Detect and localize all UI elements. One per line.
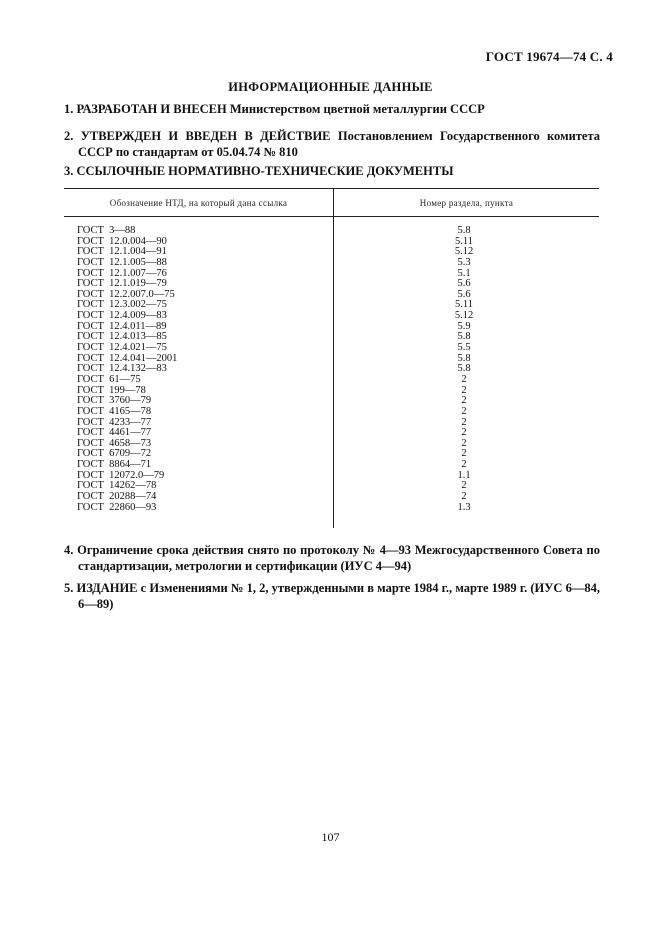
table-row	[64, 503, 599, 514]
row-section: 5.8	[457, 363, 471, 375]
table-row	[64, 407, 599, 418]
row-section: 5.5	[457, 342, 471, 354]
info-item-4	[64, 542, 600, 574]
row-section: 5.11	[455, 235, 473, 247]
item-text: Министерством цветной металлургии СССР	[226, 102, 485, 116]
row-section: 1.1	[457, 469, 471, 481]
row-document: ГОСТ 12.0.004—90	[77, 235, 167, 247]
info-item-1	[64, 101, 600, 117]
page-number: 107	[321, 830, 340, 844]
info-item-3	[64, 163, 600, 179]
row-document: ГОСТ 12.4.013—85	[77, 331, 167, 343]
section-title: ИНФОРМАЦИОННЫЕ ДАННЫЕ	[228, 80, 433, 94]
row-section: 2	[461, 480, 467, 492]
row-section: 2	[461, 405, 467, 417]
row-section: 5.3	[457, 256, 471, 268]
item-text: Ограничение срока действия снято по протоколу № 4—93 Межгосударственного Совета по стандартизации, метрологии и сертификации (ИУС 4—94)	[73, 543, 600, 573]
row-section: 5.8	[457, 331, 471, 343]
info-item-2	[64, 128, 600, 160]
row-document: ГОСТ 12.3.002—75	[77, 299, 167, 311]
row-section: 5.1	[457, 267, 471, 279]
table-header-rule	[64, 216, 599, 217]
item-bold-text: ССЫЛОЧНЫЕ НОРМАТИВНО-ТЕХНИЧЕСКИЕ ДОКУМЕНТЫ	[76, 164, 454, 178]
row-document: ГОСТ 4165—78	[77, 405, 152, 417]
row-document: ГОСТ 12.4.132—83	[77, 363, 167, 375]
row-document: ГОСТ 8864—71	[77, 459, 152, 471]
document-code-header: ГОСТ 19674—74 С. 4	[485, 49, 613, 64]
row-section: 5.6	[457, 278, 471, 290]
row-document: ГОСТ 4233—77	[77, 416, 152, 428]
item-number: 1.	[64, 102, 74, 116]
row-section: 2	[461, 491, 467, 503]
row-document: ГОСТ 12.2.007.0—75	[77, 288, 175, 300]
row-section: 5.12	[454, 246, 474, 258]
row-section: 2	[461, 384, 467, 396]
table-row	[64, 364, 599, 375]
row-document: ГОСТ 4658—73	[77, 437, 152, 449]
row-document: ГОСТ 14262—78	[77, 480, 157, 492]
table-row	[64, 375, 599, 386]
row-section: 2	[461, 459, 467, 471]
row-document: ГОСТ 199—78	[77, 384, 146, 396]
item-number: 3.	[64, 164, 74, 178]
row-document: ГОСТ 12.1.019—79	[77, 278, 167, 290]
row-section: 5.8	[457, 352, 471, 364]
row-document: ГОСТ 61—75	[77, 373, 141, 385]
table-header-document: Обозначение НТД, на который дана ссылка	[109, 198, 288, 208]
item-text: с Изменениями № 1, 2, утвержденными в марте 1984 г., марте 1989 г. (ИУС 6—84, 6—89)	[78, 581, 601, 611]
row-document: ГОСТ 6709—72	[77, 448, 152, 460]
row-section: 2	[461, 395, 467, 407]
row-document: ГОСТ 12.1.007—76	[77, 267, 167, 279]
item-bold-text: УТВЕРЖДЕН И ВВЕДЕН В ДЕЙСТВИЕ	[80, 129, 331, 143]
row-document: ГОСТ 12.4.021—75	[77, 342, 167, 354]
row-document: ГОСТ 3760—79	[77, 395, 152, 407]
row-document: ГОСТ 3—88	[77, 225, 136, 236]
row-document: ГОСТ 12.4.041—2001	[77, 352, 178, 364]
row-section: 2	[461, 373, 467, 385]
row-document: ГОСТ 12.4.011—89	[77, 320, 167, 332]
table-row	[64, 258, 599, 269]
row-document: ГОСТ 12.1.004—91	[77, 246, 167, 258]
item-number: 5.	[64, 581, 74, 595]
row-section: 1.3	[457, 501, 471, 513]
row-document: ГОСТ 12.4.009—83	[77, 310, 167, 322]
row-document: ГОСТ 20288—74	[77, 491, 157, 503]
row-section: 5.12	[454, 310, 474, 322]
row-section: 5.9	[457, 320, 471, 332]
item-number: 2.	[64, 129, 74, 143]
item-bold-text: ИЗДАНИЕ	[76, 581, 138, 595]
row-document: ГОСТ 12072.0—79	[77, 469, 165, 481]
row-section: 2	[461, 448, 467, 460]
row-section: 2	[461, 437, 467, 449]
item-number: 4.	[64, 543, 74, 557]
row-document: ГОСТ 12.1.005—88	[77, 256, 167, 268]
info-item-5	[64, 580, 600, 612]
row-document: ГОСТ 4461—77	[77, 427, 152, 439]
row-section: 5.11	[455, 299, 473, 311]
item-bold-text: РАЗРАБОТАН И ВНЕСЕН	[76, 102, 227, 116]
row-section: 2	[461, 416, 467, 428]
row-section: 5.6	[457, 288, 471, 300]
table-top-rule	[64, 188, 599, 189]
row-section: 5.8	[457, 225, 471, 236]
row-document: ГОСТ 22860—93	[77, 501, 157, 513]
item-text: Постановлением Государственного комитета СССР по стандартам от 05.04.74 № 810	[78, 129, 601, 159]
table-body	[64, 226, 599, 513]
table-header-section: Номер раздела, пункта	[419, 198, 514, 208]
row-section: 2	[461, 427, 467, 439]
